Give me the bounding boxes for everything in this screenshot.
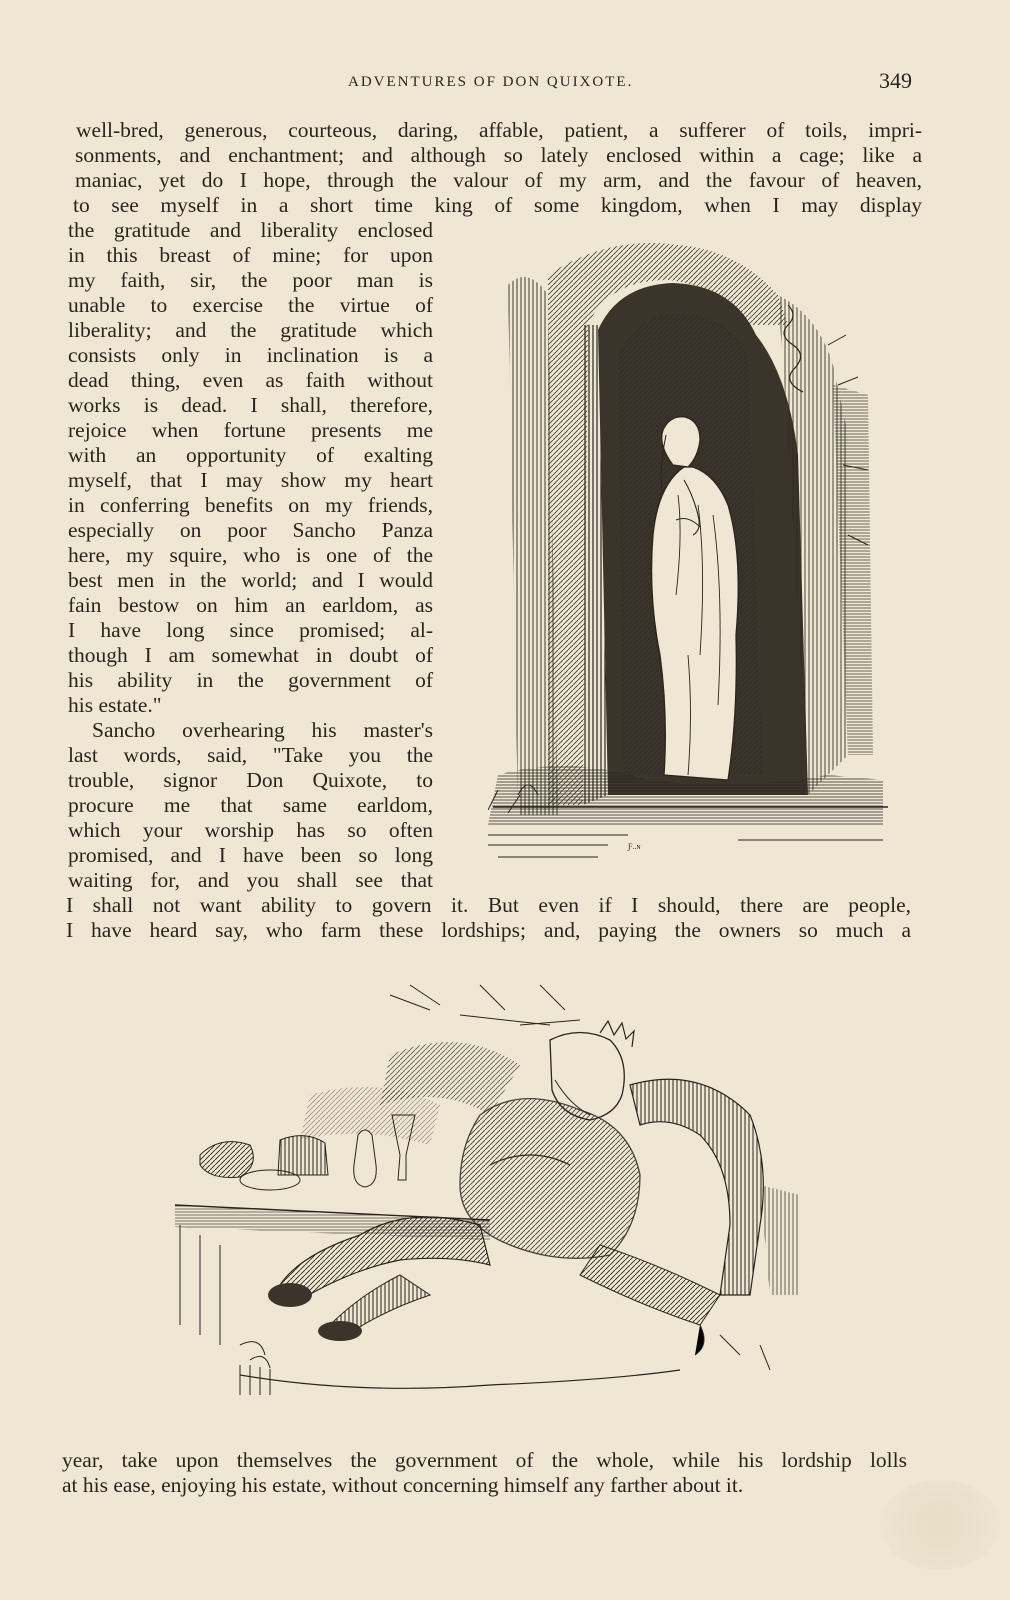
text-line: year, take upon themselves the government of the whole, while his lordship lolls: [62, 1448, 907, 1472]
text-line: at his ease, enjoying his estate, without concerning himself any farther about it.: [62, 1473, 744, 1497]
running-head: ADVENTURES OF DON QUIXOTE.: [348, 74, 634, 90]
text-line: maniac, yet do I hope, through the valour of my arm, and the favour of heaven,: [75, 168, 922, 192]
engraving-archway: [488, 235, 913, 890]
text-line: works is dead. I shall, therefore,: [68, 393, 433, 417]
text-line: Sancho overhearing his master's: [92, 718, 433, 742]
text-line: trouble, signor Don Quixote, to: [68, 768, 433, 792]
engraving-sleeping-king: [160, 965, 820, 1430]
page-number: 349: [879, 68, 912, 93]
text-line: best men in the world; and I would: [68, 568, 433, 592]
text-line: consists only in inclination is a: [68, 343, 433, 367]
text-line: the gratitude and liberality enclosed: [68, 218, 433, 242]
text-line: fain bestow on him an earldom, as: [68, 593, 433, 617]
text-line: rejoice when fortune presents me: [68, 418, 433, 442]
text-line: though I am somewhat in doubt of: [68, 643, 433, 667]
text-line: liberality; and the gratitude which: [68, 318, 433, 342]
text-line: sonments, and enchantment; and although so lately enclosed within a cage; like a: [75, 143, 922, 167]
text-line: well-bred, generous, courteous, daring, affable, patient, a sufferer of toils, impri-: [76, 118, 922, 142]
text-line: unable to exercise the virtue of: [68, 293, 433, 317]
engraver-signature: Ƒ..ɴ: [628, 842, 641, 851]
text-line: dead thing, even as faith without: [68, 368, 433, 392]
text-line: procure me that same earldom,: [68, 793, 433, 817]
text-line: here, my squire, who is one of the: [68, 543, 433, 567]
text-line: in this breast of mine; for upon: [68, 243, 433, 267]
text-line: I have heard say, who farm these lordships; and, paying the owners so much a: [66, 918, 911, 942]
text-line: his ability in the government of: [68, 668, 433, 692]
text-line: to see myself in a short time king of some kingdom, when I may display: [73, 193, 922, 217]
text-line: myself, that I may show my heart: [68, 468, 433, 492]
illustration-lady-in-archway: [488, 235, 913, 890]
text-line: which your worship has so often: [68, 818, 433, 842]
text-line: I have long since promised; al-: [68, 618, 433, 642]
page-header: [0, 68, 1010, 98]
illustration-sleeping-king: [160, 965, 820, 1430]
text-line: with an opportunity of exalting: [68, 443, 433, 467]
text-line: I shall not want ability to govern it. But even if I should, there are people,: [66, 893, 911, 917]
text-line: last words, said, "Take you the: [68, 743, 433, 767]
text-line: in conferring benefits on my friends,: [68, 493, 433, 517]
text-line: promised, and I have been so long: [68, 843, 433, 867]
text-line: waiting for, and you shall see that: [68, 868, 433, 892]
text-line: his estate.": [68, 693, 162, 717]
text-line: my faith, sir, the poor man is: [68, 268, 433, 292]
text-line: especially on poor Sancho Panza: [68, 518, 433, 542]
